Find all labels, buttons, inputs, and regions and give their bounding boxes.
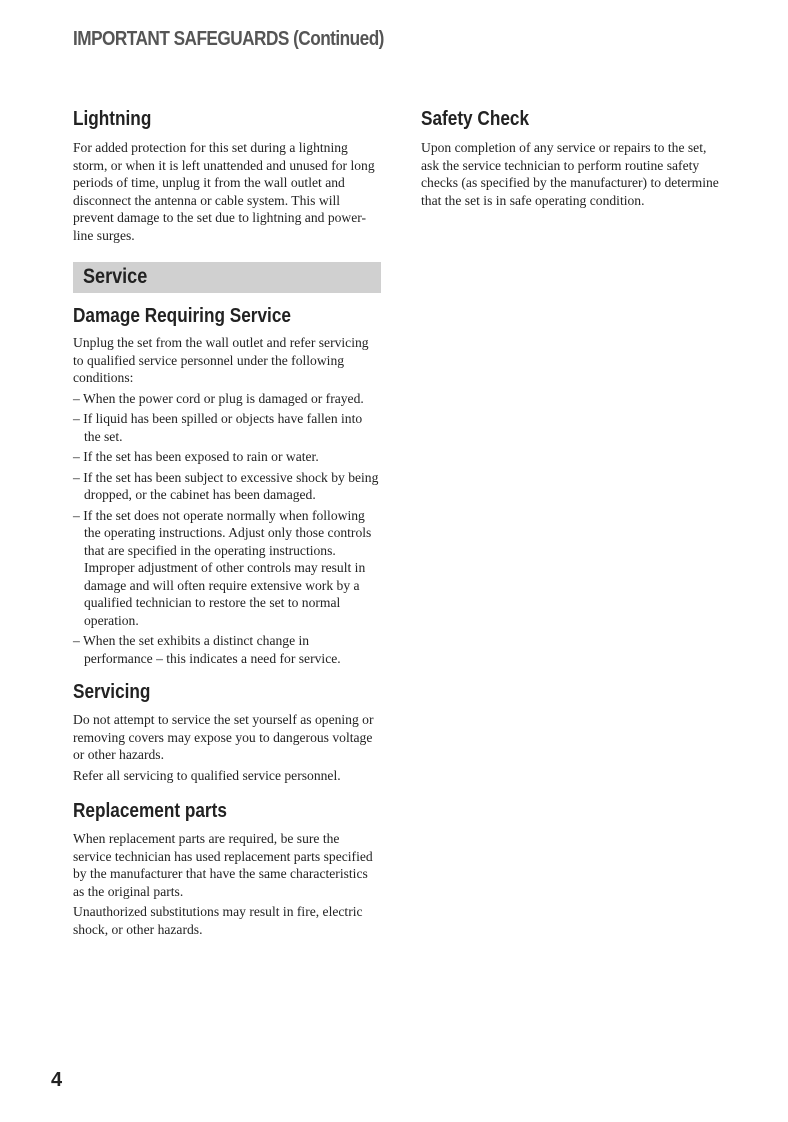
left-column xyxy=(73,106,381,938)
service-section-bar xyxy=(73,262,381,293)
servicing-body-2: Refer all servicing to qualified service personnel. xyxy=(73,767,341,783)
replacement-parts-section xyxy=(73,798,381,938)
safety-check-section xyxy=(421,106,721,209)
safety-check-heading: Safety Check xyxy=(421,108,530,130)
right-column xyxy=(421,106,721,209)
list-item: – When the power cord or plug is damaged or frayed. xyxy=(73,390,364,406)
damage-intro: Unplug the set from the wall outlet and refer servicing to qualified service personnel under the following conditions: xyxy=(73,335,369,385)
damage-requiring-service-section xyxy=(73,303,381,667)
damage-conditions-list xyxy=(73,390,381,668)
damage-requiring-service-heading: Damage Requiring Service xyxy=(73,305,291,327)
list-item: – If the set does not operate normally when following the operating instructions. Adjust only those controls that are specified in the operating instructions. Improper adjustment of other controls may result in damage and will often require extensive work by a qualified technician to restore the set to normal operation. xyxy=(73,507,372,628)
servicing-body-1: Do not attempt to service the set yourself as opening or removing covers may expose you to dangerous voltage or other hazards. xyxy=(73,712,374,762)
list-item: – If the set has been subject to excessive shock by being dropped, or the cabinet has been damaged. xyxy=(73,469,379,502)
lightning-body: For added protection for this set during a lightning storm, or when it is left unattended and unused for long periods of time, unplug it from the wall outlet and disconnect the antenna or cable system. This will prevent damage to the set due to lightning and power-line surges. xyxy=(73,140,375,243)
list-item: – If liquid has been spilled or objects have fallen into the set. xyxy=(73,411,363,444)
list-item: – If the set has been exposed to rain or water. xyxy=(73,449,319,464)
page-header-title: IMPORTANT SAFEGUARDS (Continued) xyxy=(73,28,384,50)
servicing-heading: Servicing xyxy=(73,681,151,703)
servicing-section xyxy=(73,679,381,784)
lightning-section xyxy=(73,106,381,244)
replacement-parts-body-1: When replacement parts are required, be sure the service technician has used replacement parts specified by the manufacturer that have the same characteristics as the original parts. xyxy=(73,831,373,899)
service-section-title: Service xyxy=(83,265,148,288)
replacement-parts-heading: Replacement parts xyxy=(73,800,227,822)
safety-check-body: Upon completion of any service or repairs to the set, ask the service technician to perform routine safety checks (as specified by the manufacturer) to determine that the set is in safe operating condition. xyxy=(421,140,719,208)
page-number: 4 xyxy=(51,1069,63,1091)
list-item: – When the set exhibits a distinct change in performance – this indicates a need for service. xyxy=(73,633,341,666)
lightning-heading: Lightning xyxy=(73,108,152,130)
replacement-parts-body-2: Unauthorized substitutions may result in fire, electric shock, or other hazards. xyxy=(73,904,363,937)
